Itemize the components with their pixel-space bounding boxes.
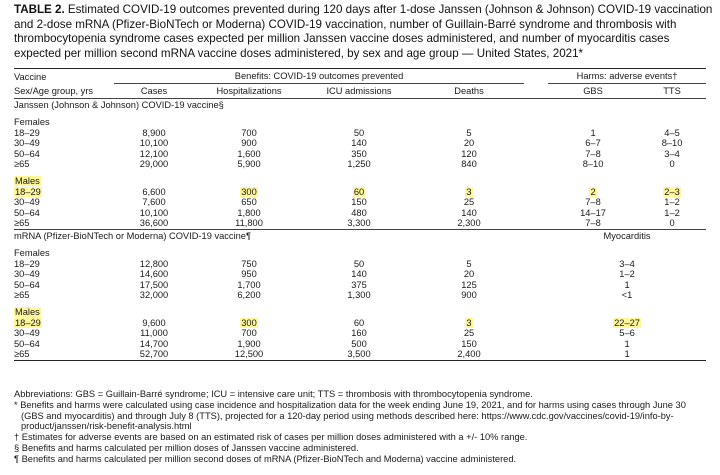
cell-age: 30–49 [14, 328, 40, 339]
cell-cases: 11,000 [140, 328, 168, 339]
table-row [14, 128, 706, 139]
cell-icu: 50 [353, 258, 365, 269]
cell-tts: 4–5 [664, 127, 680, 138]
cell-age: ≥65 [14, 349, 114, 360]
header-deaths: Deaths [454, 86, 484, 97]
cell-deaths: 150 [461, 338, 477, 349]
cell-icu: 3,300 [347, 218, 371, 229]
mrna-section-row [14, 229, 706, 242]
cell-icu: 140 [351, 138, 367, 149]
cell-cases: 10,100 [139, 207, 169, 218]
table-row-highlighted [14, 187, 706, 198]
cell-age: 18–29 [15, 186, 41, 197]
cell-age: 50–64 [14, 279, 40, 290]
table-row [14, 290, 706, 301]
cell-tts: 1–2 [664, 207, 680, 218]
cell-gbs: 14–17 [580, 207, 606, 218]
cell-deaths: 120 [461, 148, 477, 159]
cell-cases: 10,100 [139, 138, 169, 149]
table-row [14, 269, 706, 280]
cell-icu: 140 [351, 269, 367, 280]
cell-tts: 3–4 [664, 148, 680, 159]
mrna-females-row [14, 248, 706, 259]
cell-icu: 60 [353, 317, 365, 328]
header-sex-age: Sex/Age group, yrs [14, 86, 94, 97]
janssen-males-label: Males [15, 175, 40, 186]
header-row-2 [14, 84, 706, 99]
table-row-highlighted [14, 318, 706, 329]
cell-gbs: 2 [590, 186, 596, 197]
cell-icu: 375 [351, 279, 367, 290]
cell-deaths: 900 [461, 290, 477, 301]
cell-icu: 500 [351, 338, 367, 349]
cell-gbs: 1 [590, 127, 596, 138]
cell-myocarditis: 3–4 [619, 258, 635, 269]
cell-hosp: 750 [241, 258, 257, 269]
header-vaccine: Vaccine [14, 69, 114, 84]
cell-hosp: 300 [241, 317, 257, 328]
table-row [14, 218, 706, 229]
cell-icu: 350 [351, 148, 367, 159]
janssen-males-row [14, 176, 706, 187]
footnote-star-1: * Benefits and harms were calculated using case incidence and hospitalization data for the week ending June 19, 2021, and for harms using cases through June 30 [14, 399, 686, 410]
cell-age: 30–49 [14, 269, 40, 280]
cell-deaths: 25 [463, 328, 475, 339]
cell-hosp: 300 [241, 186, 257, 197]
table-row [14, 197, 706, 208]
cell-cases: 7,600 [142, 197, 166, 208]
cell-cases: 29,000 [139, 159, 169, 170]
header-harms: Harms: adverse events† [548, 69, 706, 84]
cell-deaths: 3 [466, 317, 472, 328]
cell-deaths: 3 [466, 186, 472, 197]
cell-myocarditis: 1 [624, 338, 630, 349]
cell-icu: 150 [351, 197, 367, 208]
cell-deaths: 25 [463, 197, 475, 208]
cell-cases: 52,700 [114, 349, 194, 360]
cell-myocarditis: 22–27 [614, 317, 640, 328]
cell-age: ≥65 [14, 218, 30, 229]
footnote-section: § Benefits and harms calculated per million doses of Janssen vaccine administered. [14, 442, 359, 453]
cell-age: 50–64 [14, 207, 40, 218]
footnote-abbreviations: Abbreviations: GBS = Guillain-Barré syndrome; ICU = intensive care unit; TTS = thrombosis with thrombocytopenia syndrome. [14, 389, 533, 399]
cell-icu: 480 [351, 207, 367, 218]
cell-gbs: 8–10 [582, 159, 604, 170]
cell-age: ≥65 [14, 159, 30, 170]
footnote-pilcrow: ¶ Benefits and harms calculated per million second doses of mRNA (Pfizer-BioNTech and Moderna) vaccine administered. [14, 453, 517, 464]
footnote-star-3: product/janssen/risk-benefit-analysis.html [21, 421, 192, 432]
cell-deaths: 20 [463, 269, 475, 280]
mrna-females-label: Females [14, 247, 50, 258]
cell-age: 50–64 [14, 338, 40, 349]
cell-deaths: 2,300 [457, 218, 481, 229]
cell-tts: 0 [669, 218, 675, 229]
cell-deaths: 125 [461, 279, 477, 290]
cell-deaths: 5 [466, 127, 472, 138]
cell-deaths: 5 [466, 258, 472, 269]
cell-tts: 2–3 [664, 186, 680, 197]
table-row [14, 259, 706, 270]
myocarditis-header: Myocarditis [548, 229, 706, 242]
cell-icu: 1,250 [347, 159, 371, 170]
cell-myocarditis: 5–6 [619, 328, 635, 339]
janssen-females-row [14, 117, 706, 128]
cell-myocarditis: 1–2 [619, 269, 635, 280]
cell-myocarditis: 1 [548, 349, 706, 360]
cell-hosp: 900 [241, 138, 257, 149]
cell-age: 18–29 [15, 317, 41, 328]
cell-age: ≥65 [14, 290, 30, 301]
table-row [14, 149, 706, 160]
mrna-section-title: mRNA (Pfizer-BioNTech or Moderna) COVID-19 vaccine¶ [14, 229, 548, 242]
cell-icu: 60 [353, 186, 365, 197]
header-hospitalizations: Hospitalizations [216, 86, 282, 97]
cell-cases: 8,900 [142, 127, 166, 138]
cell-hosp: 1,900 [237, 338, 261, 349]
cell-cases: 32,000 [139, 290, 169, 301]
cell-icu: 3,500 [304, 349, 414, 360]
table-row [14, 138, 706, 149]
cell-cases: 12,800 [139, 258, 169, 269]
cell-gbs: 7–8 [585, 148, 601, 159]
cell-gbs: 6–7 [585, 138, 601, 149]
cell-age: 18–29 [14, 258, 40, 269]
cell-hosp: 650 [241, 197, 257, 208]
footnotes [14, 389, 714, 465]
header-tts: TTS [663, 86, 681, 97]
cell-icu: 160 [351, 328, 367, 339]
table-label: TABLE 2. [14, 3, 65, 16]
cell-hosp: 1,800 [237, 207, 261, 218]
cell-cases: 36,600 [139, 218, 169, 229]
table-title [14, 3, 714, 61]
cell-hosp: 1,600 [237, 148, 261, 159]
cell-cases: 9,600 [142, 317, 166, 328]
footnote-dagger: † Estimates for adverse events are based on an estimated risk of cases per million doses administered with a +/- 10% range. [14, 432, 528, 443]
janssen-females-label: Females [14, 117, 50, 127]
cell-hosp: 700 [241, 328, 257, 339]
mrna-males-label: Males [15, 306, 40, 317]
cell-hosp: 12,500 [194, 349, 304, 360]
cell-gbs: 7–8 [585, 197, 601, 208]
header-benefits: Benefits: COVID-19 outcomes prevented [114, 69, 524, 84]
cell-hosp: 11,800 [235, 218, 263, 229]
data-table [14, 68, 706, 361]
footnote-star-2: (GBS and myocarditis) and through July 8 (TTS), projected for a 120-day period using methods described here: https://www.cdc.gov/vaccines/covid-19/info-by- [21, 410, 674, 421]
cell-deaths: 840 [461, 159, 477, 170]
cell-deaths: 2,400 [414, 349, 524, 360]
table-row [14, 339, 706, 350]
header-gbs: GBS [583, 86, 603, 97]
mrna-males-row [14, 307, 706, 318]
cell-myocarditis: 1 [624, 279, 630, 290]
table-row [14, 208, 706, 219]
cell-hosp: 1,700 [237, 279, 261, 290]
cell-cases: 14,700 [139, 338, 169, 349]
cell-myocarditis: <1 [621, 290, 633, 301]
cell-tts: 0 [669, 159, 675, 170]
cell-cases: 14,600 [139, 269, 169, 280]
cell-cases: 6,600 [142, 186, 166, 197]
table-title-text: Estimated COVID-19 outcomes prevented during 120 days after 1-dose Janssen (Johnson & Johnson) COVID-19 vaccination and 2-dose mRNA (Pfizer-BioNTech or Moderna) COVID-19 vaccination, number of Guillain-Barré syndrome and thrombosis with thrombocytopenia syndrome cases expected per million Janssen vaccine doses administered, and number of myocarditis cases expected per million second mRNA vaccine doses administered, by sex and age group — United States, 2021* [14, 3, 713, 60]
cell-cases: 12,100 [139, 148, 169, 159]
cell-deaths: 20 [463, 138, 475, 149]
cell-hosp: 5,900 [237, 159, 261, 170]
table-row [14, 280, 706, 291]
header-icu: ICU admissions [326, 86, 392, 97]
cell-hosp: 6,200 [237, 290, 261, 301]
table-row [14, 349, 706, 360]
table-row [14, 159, 706, 170]
cell-age: 18–29 [14, 127, 40, 138]
janssen-section-row [14, 99, 706, 112]
cell-deaths: 140 [461, 207, 477, 218]
cell-gbs: 7–8 [585, 218, 601, 229]
cell-icu: 50 [353, 127, 365, 138]
cell-cases: 17,500 [139, 279, 169, 290]
cell-hosp: 950 [241, 269, 257, 280]
cell-age: 50–64 [14, 148, 40, 159]
cell-age: 30–49 [14, 138, 40, 149]
cell-tts: 1–2 [664, 197, 680, 208]
cell-age: 30–49 [14, 197, 40, 208]
janssen-section-title: Janssen (Johnson & Johnson) COVID-19 vaccine§ [14, 99, 706, 112]
cell-tts: 8–10 [661, 138, 683, 149]
cell-icu: 1,300 [347, 290, 371, 301]
header-cases: Cases [140, 86, 168, 97]
table-row [14, 328, 706, 339]
header-row-1 [14, 69, 706, 84]
cell-hosp: 700 [241, 127, 257, 138]
